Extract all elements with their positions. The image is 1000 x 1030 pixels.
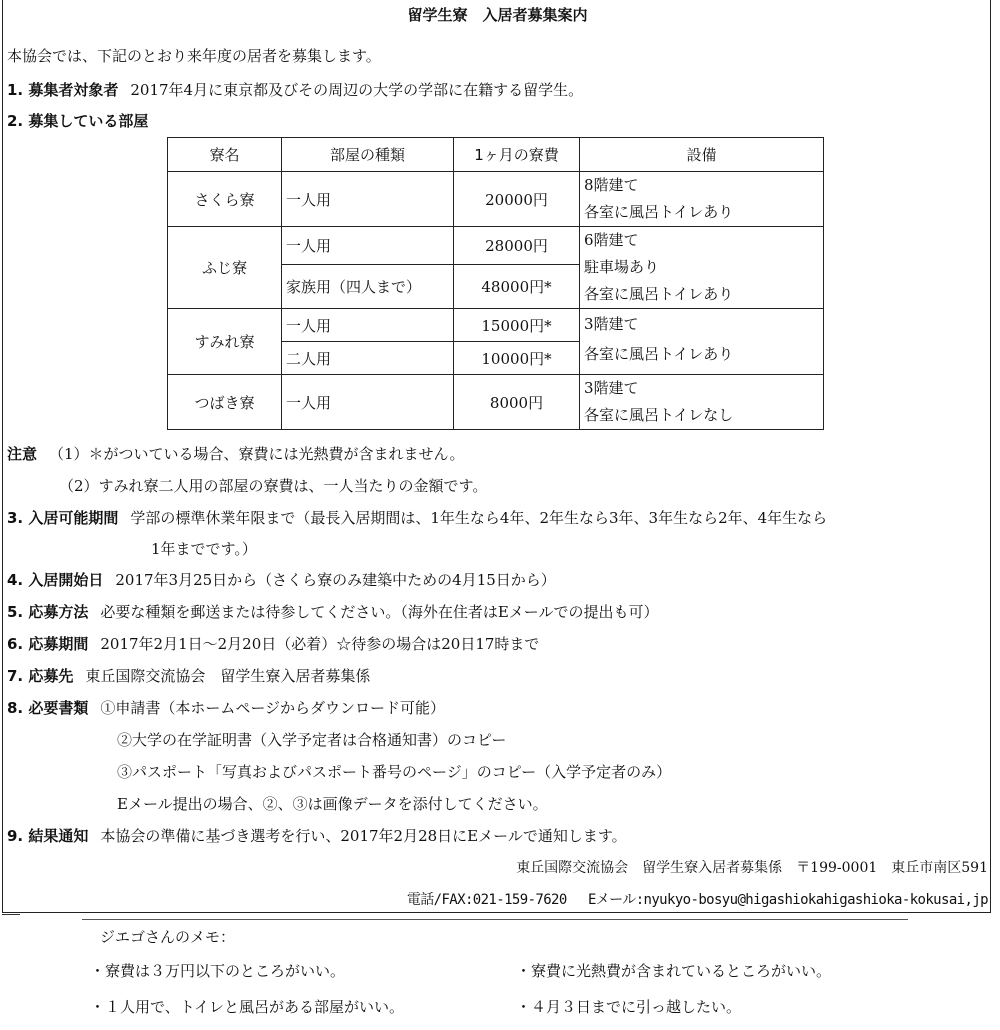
section-3-text: 学部の標準休業年限まで（最長入居期間は、1年生なら4年、2年生なら3年、3年生なら2年、4年生なら xyxy=(130,509,828,527)
room-type: 一人用 xyxy=(282,309,454,342)
table-header-row xyxy=(168,138,824,172)
note-1: （1）＊がついている場合、寮費には光熱費が含まれません。 xyxy=(49,445,465,463)
divider xyxy=(2,914,20,915)
room-fee: 10000円* xyxy=(454,342,580,375)
section-5-text: 必要な種類を郵送または待参してください。（海外在住者はEメールでの提出も可） xyxy=(100,603,659,621)
equipment-line: 3階建て xyxy=(584,379,639,397)
notice-frame xyxy=(2,0,991,913)
section-4-heading: 4. 入居開始日 xyxy=(7,571,104,589)
room-type: 一人用 xyxy=(282,227,454,265)
room-fee: 8000円 xyxy=(454,375,580,430)
dorm-name: つばき寮 xyxy=(168,375,282,430)
section-7 xyxy=(7,665,370,686)
doc-item-2: ②大学の在学証明書（入学予定者は合格通知書）のコピー xyxy=(117,731,507,749)
section-2-heading: 2. 募集している部屋 xyxy=(7,112,149,130)
section-6-heading: 6. 応募期間 xyxy=(7,635,89,653)
note-2: （2）すみれ寮二人用の部屋の寮費は、一人当たりの金額です。 xyxy=(59,477,488,495)
doc-item-1: ①申請書（本ホームページからダウンロード可能） xyxy=(100,699,446,717)
equipment xyxy=(580,172,824,227)
section-3-heading: 3. 入居可能期間 xyxy=(7,509,119,527)
doc-item-3: ③パスポート「写真およびパスポート番号のページ」のコピー（入学予定者のみ） xyxy=(117,763,672,781)
section-1-text: 2017年4月に東京都及びその周辺の大学の学部に在籍する留学生。 xyxy=(130,81,584,99)
section-8 xyxy=(7,697,445,718)
equipment-line: 3階建て xyxy=(584,315,639,333)
col-header-dorm: 寮名 xyxy=(168,138,282,172)
dorm-name: すみれ寮 xyxy=(168,309,282,375)
section-4-text: 2017年3月25日から（さくら寮のみ建築中ための4月15日から） xyxy=(115,571,556,589)
room-fee: 20000円 xyxy=(454,172,580,227)
section-6-text: 2017年2月1日～2月20日（必着）☆待参の場合は20日17時まで xyxy=(100,635,540,653)
equipment xyxy=(580,227,824,309)
table-row xyxy=(168,375,824,430)
section-8-heading: 8. 必要書類 xyxy=(7,699,89,717)
room-type: 一人用 xyxy=(282,172,454,227)
memo-section xyxy=(82,919,908,1016)
dorm-table xyxy=(167,137,824,430)
memo-item: ・１人用で、トイレと風呂がある部屋がいい。 xyxy=(90,998,404,1016)
room-fee: 15000円* xyxy=(454,309,580,342)
memo-item: ・寮費は３万円以下のところがいい。 xyxy=(90,962,346,980)
room-type: 家族用（四人まで） xyxy=(282,265,454,309)
section-9-text: 本協会の準備に基づき選考を行い、2017年2月28日にEメールで通知します。 xyxy=(100,827,627,845)
doc-item-4: Eメール提出の場合、②、③は画像データを添付してください。 xyxy=(117,795,548,813)
room-type: 一人用 xyxy=(282,375,454,430)
equipment-line: 8階建て xyxy=(584,176,639,194)
section-1 xyxy=(7,79,583,100)
equipment-line: 6階建て xyxy=(584,231,639,249)
memo-item: ・寮費に光熱費が含まれているところがいい。 xyxy=(516,962,832,980)
section-3-text-cont: 1年までです。） xyxy=(151,540,257,558)
table-row xyxy=(168,227,824,265)
section-2 xyxy=(7,110,160,131)
equipment xyxy=(580,309,824,375)
section-7-text: 東丘国際交流協会 留学生寮入居者募集係 xyxy=(85,667,371,685)
dorm-name: さくら寮 xyxy=(168,172,282,227)
footer-address: 東丘国際交流協会 留学生寮入居者募集係 〒199-0001 東丘市南区591 xyxy=(516,860,988,876)
section-7-heading: 7. 応募先 xyxy=(7,667,74,685)
section-5 xyxy=(7,601,659,622)
col-header-room-type: 部屋の種類 xyxy=(282,138,454,172)
equipment-line: 駐車場あり xyxy=(584,258,660,276)
col-header-fee: 1ヶ月の寮費 xyxy=(454,138,580,172)
room-fee: 48000円* xyxy=(454,265,580,309)
equipment-line: 各室に風呂トイレあり xyxy=(584,203,734,221)
footer-contact: 電話/FAX:021-159-7620 Eメール:nyukyo-bosyu@higashiokahigashioka-kokusai,jp xyxy=(406,892,988,908)
equipment xyxy=(580,375,824,430)
dorm-name: ふじ寮 xyxy=(168,227,282,309)
table-row xyxy=(168,309,824,342)
notes-1 xyxy=(7,443,464,464)
equipment-line: 各室に風呂トイレあり xyxy=(584,285,734,303)
section-5-heading: 5. 応募方法 xyxy=(7,603,89,621)
section-3 xyxy=(7,507,827,528)
room-type: 二人用 xyxy=(282,342,454,375)
section-4 xyxy=(7,569,556,590)
page-title: 留学生寮 入居者募集案内 xyxy=(407,6,588,24)
table-row xyxy=(168,172,824,227)
section-6 xyxy=(7,633,539,654)
section-1-heading: 1. 募集者対象者 xyxy=(7,81,119,99)
section-9-heading: 9. 結果通知 xyxy=(7,827,89,845)
col-header-equipment: 設備 xyxy=(580,138,824,172)
room-fee: 28000円 xyxy=(454,227,580,265)
notes-heading: 注意 xyxy=(7,445,38,463)
memo-title: ジエゴさんのメモ： xyxy=(100,928,236,946)
equipment-line: 各室に風呂トイレあり xyxy=(584,345,734,363)
intro-text: 本協会では、下記のとおり来年度の居者を募集します。 xyxy=(7,47,381,65)
section-9 xyxy=(7,825,627,846)
memo-item: ・４月３日までに引っ越したい。 xyxy=(516,998,742,1016)
equipment-line: 各室に風呂トイレなし xyxy=(584,406,734,424)
